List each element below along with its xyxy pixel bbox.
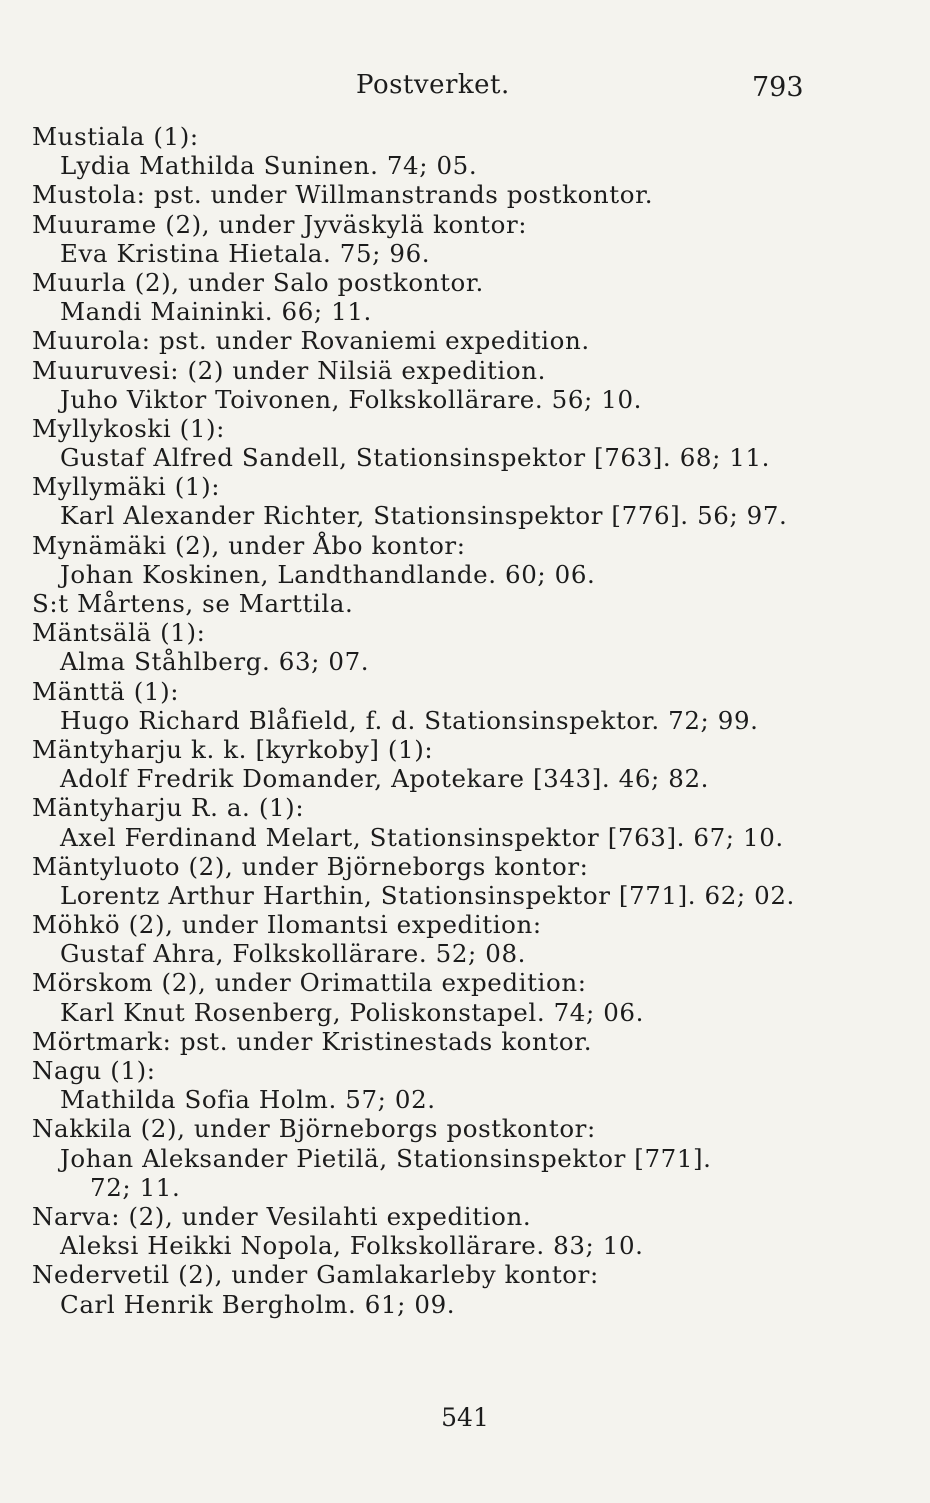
person-entry: Lorentz Arthur Harthin, Stationsinspektor [771]. 62; 02. — [60, 880, 795, 910]
place-entry: Nakkila (2), under Björneborgs postkontor: — [32, 1114, 596, 1144]
person-entry: Karl Knut Rosenberg, Poliskonstapel. 74; 06. — [60, 997, 645, 1027]
running-title: Postverket. — [356, 70, 510, 100]
place-entry: S:t Mårtens, se Marttila. — [32, 589, 354, 618]
place-entry: Nedervetil (2), under Gamlakarleby kontor: — [32, 1260, 599, 1290]
person-entry: Carl Henrik Bergholm. 61; 09. — [60, 1289, 456, 1319]
place-entry: Myllykoski (1): — [32, 413, 226, 443]
person-entry: Gustaf Ahra, Folkskollärare. 52; 08. — [60, 939, 527, 969]
place-entry: Muurame (2), under Jyväskylä kontor: — [32, 209, 528, 239]
place-entry: Mäntsälä (1): — [32, 618, 206, 648]
page-header — [0, 66, 930, 110]
place-entry: Myllymäki (1): — [32, 472, 221, 502]
place-entry: Mynämäki (2), under Åbo kontor: — [32, 530, 466, 560]
place-entry: Muurola: pst. under Rovaniemi expedition. — [32, 326, 590, 356]
place-entry: Mörskom (2), under Orimattila expedition: — [32, 968, 587, 998]
person-entry: Johan Koskinen, Landthandlande. 60; 06. — [60, 559, 596, 589]
place-entry: Mäntyharju k. k. [kyrkoby] (1): — [32, 734, 434, 764]
person-entry: Johan Aleksander Pietilä, Stationsinspektor [771]. — [60, 1143, 712, 1173]
person-entry: Axel Ferdinand Melart, Stationsinspektor [763]. 67; 10. — [60, 822, 784, 852]
place-entry: Mörtmark: pst. under Kristinestads kontor. — [32, 1026, 593, 1056]
person-entry: Mathilda Sofia Holm. 57; 02. — [60, 1085, 436, 1115]
person-entry: Mandi Maininki. 66; 11. — [60, 297, 372, 327]
place-entry: Muuruvesi: (2) under Nilsiä expedition. — [32, 355, 546, 385]
place-entry: Mänttä (1): — [32, 676, 180, 706]
place-entry: Möhkö (2), under Ilomantsi expedition: — [32, 910, 542, 940]
signature-number: 541 — [441, 1403, 489, 1432]
person-entry: Hugo Richard Blåfield, f. d. Stationsinspektor. 72; 99. — [60, 705, 759, 735]
person-entry: Juho Viktor Toivonen, Folkskollärare. 56; 10. — [60, 384, 643, 414]
person-entry: Lydia Mathilda Suninen. 74; 05. — [60, 151, 478, 181]
place-entry: Mäntyluoto (2), under Björneborgs kontor: — [32, 851, 589, 881]
directory-entries — [32, 122, 912, 1319]
person-entry: Alma Ståhlberg. 63; 07. — [60, 647, 370, 677]
entry-continuation: 72; 11. — [90, 1172, 181, 1202]
person-entry: Aleksi Heikki Nopola, Folkskollärare. 83; 10. — [60, 1231, 644, 1261]
place-entry: Mustola: pst. under Willmanstrands postkontor. — [32, 180, 654, 210]
person-entry: Karl Alexander Richter, Stationsinspektor [776]. 56; 97. — [60, 501, 788, 531]
person-entry: Adolf Fredrik Domander, Apotekare [343]. 46; 82. — [60, 764, 710, 794]
person-entry: Eva Kristina Hietala. 75; 96. — [60, 238, 431, 268]
place-entry: Nagu (1): — [32, 1056, 156, 1085]
page-number: 793 — [752, 72, 804, 103]
place-entry: Mustiala (1): — [32, 122, 199, 151]
place-entry: Muurla (2), under Salo postkontor. — [32, 267, 484, 297]
place-entry: Narva: (2), under Vesilahti expedition. — [32, 1201, 532, 1231]
place-entry: Mäntyharju R. a. (1): — [32, 793, 305, 823]
person-entry: Gustaf Alfred Sandell, Stationsinspektor [763]. 68; 11. — [60, 443, 771, 473]
